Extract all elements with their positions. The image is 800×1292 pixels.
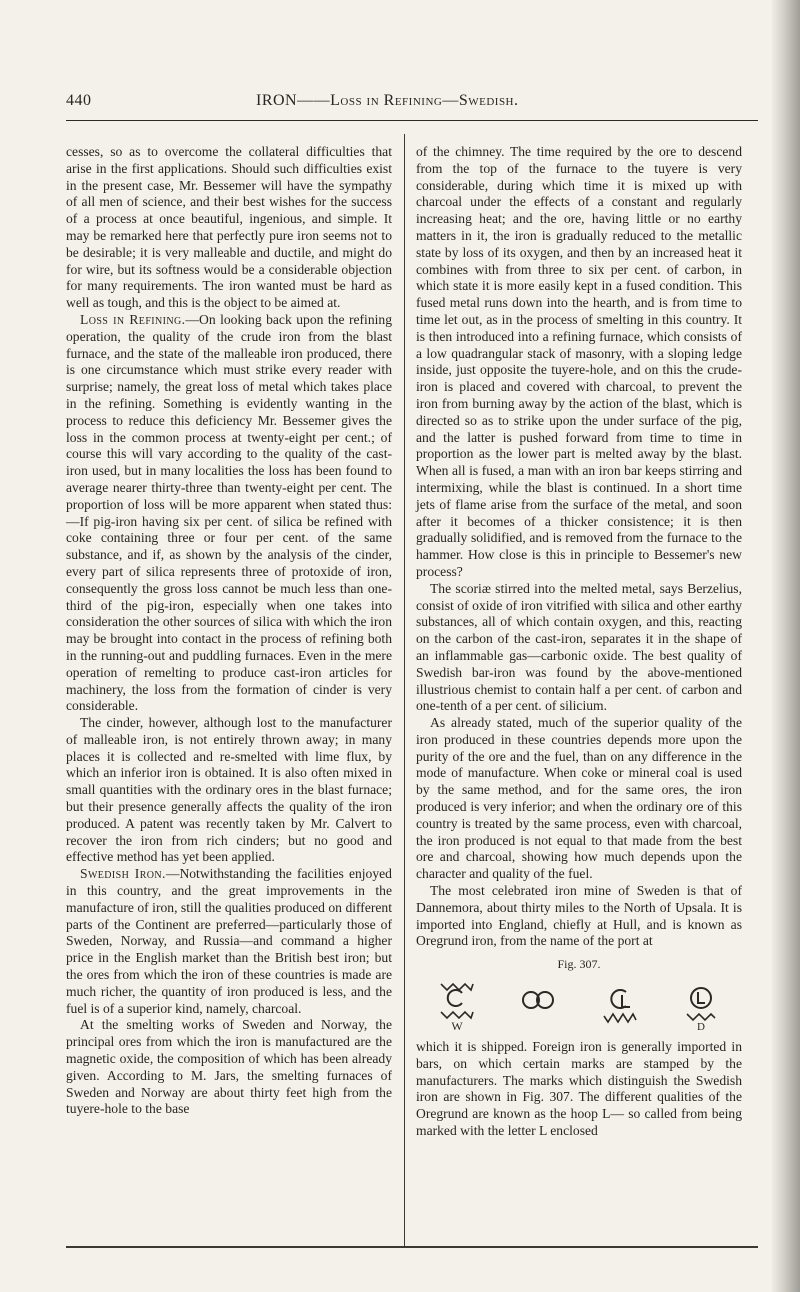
crowned-c-over-w-mark-icon [435, 980, 479, 1032]
paragraph: which it is shipped. Foreign iron is generally imported in bars, on which certain marks are stamped by the manufacturers. The marks which distinguish the Swedish iron are shown in Fig. 307. The different qualities of the Oregrund are known as the hoop L— so called from being marked with the letter L enclosed [416, 1039, 742, 1139]
content-frame [66, 134, 758, 1256]
svg-text:W: W [451, 1019, 463, 1033]
section-heading: Loss in Refining. [80, 311, 186, 327]
paragraph: The scoriæ stirred into the melted metal, says Berzelius, consist of oxide of iron vitrified with silica and other earthy substances, all of which contain oxygen, and this, reacting on the carbon of the cast-iron, separates it in the shape of an inflammable gas—carbonic oxide. The best quality of Swedish bar-iron was found by the above-mentioned illustrious chemist to contain half a per cent. of carbon and one-tenth of a per cent. of silicium. [416, 580, 742, 714]
bottom-rule [66, 1246, 758, 1248]
right-column [416, 144, 742, 1140]
paragraph: cesses, so as to overcome the collateral difficulties that arise in the first applications. Should such difficulties exist in the present case, Mr. Bessemer will have the sympathy of all men of science, and their best wishes for the success of a process at once beautiful, ingenious, and simple. It may be remarked here that perfectly pure iron seems not to be desirable; it is very malleable and ductile, and might do for wire, but its softness would be a considerable objection for many requirements. The iron wanted must be hard as well as tough, and this is the object to be aimed at. [66, 144, 392, 311]
paragraph-swedish-iron [66, 866, 392, 1017]
figure-307 [416, 956, 742, 1035]
running-title: IRON——Loss in Refining—Swedish. [256, 92, 519, 109]
left-column [66, 144, 392, 1118]
page-header [66, 88, 758, 121]
iron-marks-row [416, 977, 742, 1035]
page-number: 440 [66, 92, 92, 109]
double-ring-mark-icon [516, 980, 560, 1032]
paragraph: The most celebrated iron mine of Sweden is that of Dannemora, about thirty miles to the North of Upsala. It is imported into England, chiefly at Hull, and is known as Oregrund iron, from the name of the port at [416, 883, 742, 949]
paragraph-loss-in-refining [66, 312, 392, 715]
paragraph: The cinder, however, although lost to the manufacturer of malleable iron, is not entirely thrown away; in many places it is collected and re-smelted with lime flux, by which an inferior iron is obtained. It is also often mixed in small quantities with the ordinary ores in the blast furnace; but their presence generally affects the quality of the iron produced. A patent was recently taken by Mr. Calvert to recover the iron from rich cinders; but no good and effective method has yet been applied. [66, 715, 392, 865]
figure-caption: Fig. 307. [557, 957, 601, 972]
page-edge-shadow [772, 0, 800, 1292]
paragraph-text: —Notwithstanding the facilities enjoyed in this country, and the great improvements in the manufacture of iron, still the qualities produced on different parts of the Continent are preferred—particularly those of Sweden, Norway, and Russia—and command a higher price in the English market than the British best iron; but the ores from which the iron of these countries is made are much richer, the quantity of iron produced is less, and the fuel is of a superior kind, namely, charcoal. [66, 866, 392, 1016]
column-divider [404, 134, 405, 1246]
hoop-l-crowned-mark-icon [598, 980, 642, 1032]
paragraph: As already stated, much of the superior quality of the iron produced in these countries depends more upon the purity of the ore and the fuel, than on any difference in the mode of manufacture. When coke or mineral coal is used by the same method, and for the same ores, the iron produced is very inferior; and when the ordinary ore of this country is treated by the same process, even with charcoal, the iron produced is not equal to that made from the best ore and charcoal, showing how much depends upon the character and quality of the fuel. [416, 715, 742, 882]
svg-text:D: D [697, 1021, 706, 1033]
section-heading: Swedish Iron. [80, 866, 166, 882]
paragraph-text: —On looking back upon the refining operation, the quality of the crude iron from the blast furnace, and the state of the malleable iron produced, there is one circumstance which must strike every reader with surprise; namely, the great loss of metal which takes place in the refining. Something is evidently wanting in the process to reduce this deficiency Mr. Bessemer gives the loss in the common process at twenty-eight per cent.; of course this will vary according to the quality of the cast-iron used, but in many localities the loss has been found to average nearer thirty-three than twenty-eight per cent. The proportion of loss will be more apparent when stated thus:—If pig-iron having six per cent. of silica be refined with coke containing three or four per cent. of the same substance, and if, as shown by the analysis of the cinder, every part of silica represents three of protoxide of iron, consequently the gross loss cannot be much less than one-third of the pig-iron, especially when one takes into consideration the other sources of silica with which the iron may be brought into contact in the process of refining both in the running-out and puddling furnaces. Even in the mere operation of remelting to produce cast-iron articles for machinery, the loss from the formation of cinder is very considerable. [66, 311, 392, 714]
paragraph: of the chimney. The time required by the ore to descend from the top of the furnace to the tuyere is very considerable, during which time it is mixed up with charcoal under the effects of a constant and regularly increasing heat; and the ore, having little or no earthy matters in it, the iron is gradually reduced to the metallic state by loss of its oxygen, and then by an increased heat it combines with from three to six per cent. of carbon, in which state it is more easily kept in a fused condition. This fused metal runs down into the hearth, and is from time to time let out, as in the process of smelting in this country. It is then introduced into a refining furnace, which consists of a low quadrangular stack of masonry, with a sloping ledge inside, just opposite the tuyere-hole, and on this the crude-iron is placed and covered with charcoal, to prevent the iron from burning away by the action of the blast, which is directed so as to strike upon the under surface of the pig, and the latter is pushed forward from time to time in proportion as the lower part is melted away by the blast. When all is fused, a man with an iron bar keeps stirring and intermixing, while the blast is continued. In a short time jets of flame arise from the surface of the metal, and soon after it becomes of a thicker consistence; it is then gradually solidified, and is removed from the furnace to the hammer. How close is this in principle to Bessemer's new process? [416, 144, 742, 579]
paragraph: At the smelting works of Sweden and Norway, the principal ores from which the iron is manufactured are the magnetic oxide, the composition of which has been already given. According to M. Jars, the smelting furnaces of Sweden and Norway are about thirty feet high from the tuyere-hole to the base [66, 1017, 392, 1117]
circled-l-over-d-mark-icon [679, 980, 723, 1032]
